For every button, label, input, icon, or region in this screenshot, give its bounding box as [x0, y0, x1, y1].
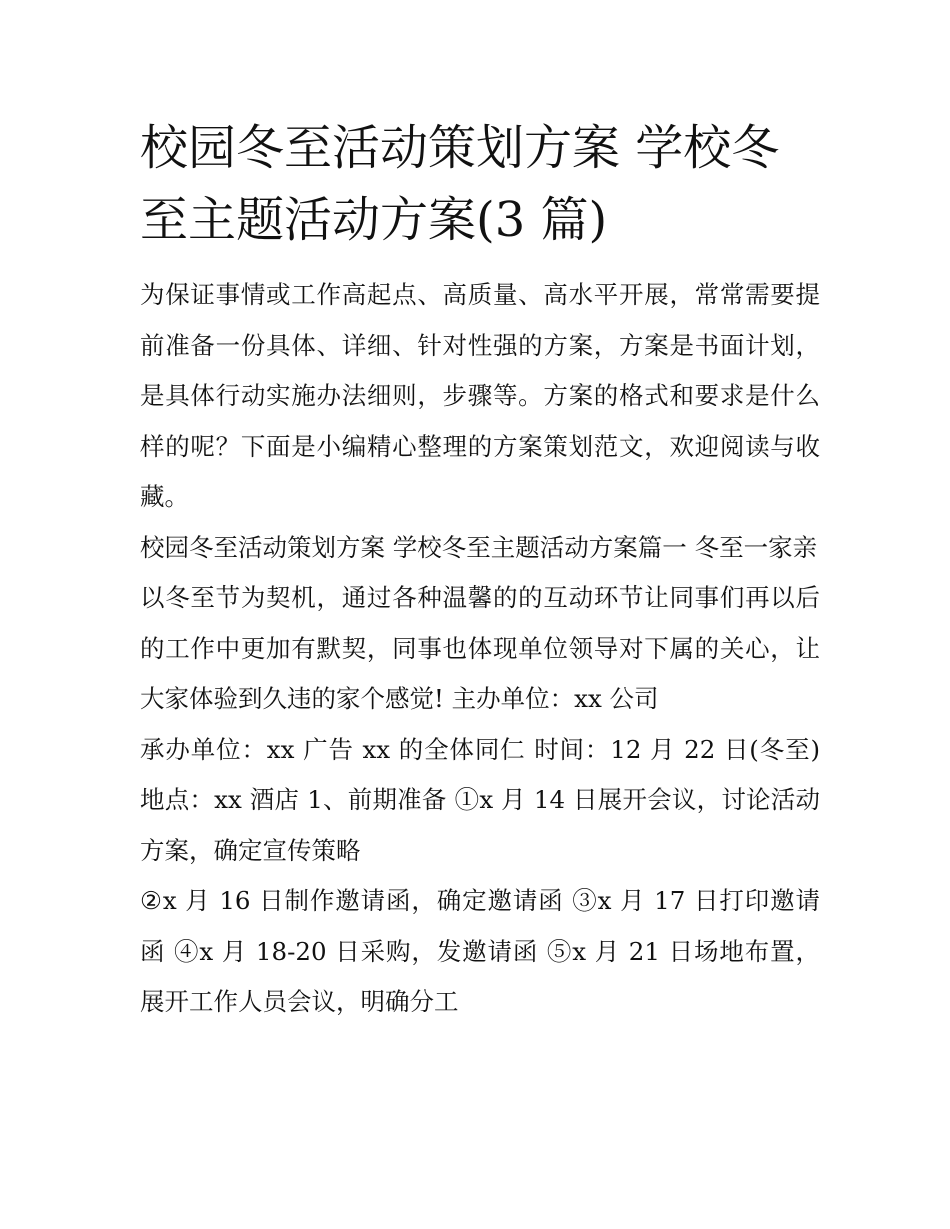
purpose-paragraph: 以冬至节为契机，通过各种温馨的的互动环节让同事们再以后的工作中更加有默契，同事也体现单位领导对下属的关心，让大家体验到久违的家个感觉! 主办单位：xx 公司 — [140, 583, 820, 713]
document-title: 校园冬至活动策划方案 学校冬至主题活动方案(3 篇) — [140, 120, 780, 248]
intro-paragraph: 为保证事情或工作高起点、高质量、高水平开展，常常需要提前准备一份具体、详细、针对性强的方案，方案是书面计划，是具体行动实施办法细则，步骤等。方案的格式和要求是什么样的呢？下面是小编精心整理的方案策划范文，欢迎阅读与收藏。 — [140, 280, 820, 511]
organizer-time-place-paragraph: 承办单位：xx 广告 xx 的全体同仁 时间：12 月 22 日(冬至) 地点：xx 酒店 1、前期准备 ①x 月 14 日展开会议，讨论活动方案，确定宣传策略 — [140, 734, 820, 865]
schedule-paragraph: ②x 月 16 日制作邀请函，确定邀请函 ③x 月 17 日打印邀请函 ④x 月 18-20 日采购，发邀请函 ⑤x 月 21 日场地布置，展开工作人员会议，明确分工 — [140, 886, 820, 1016]
document-body — [140, 112, 820, 1028]
section-heading-paragraph: 校园冬至活动策划方案 学校冬至主题活动方案篇一 冬至一家亲 — [140, 532, 818, 562]
